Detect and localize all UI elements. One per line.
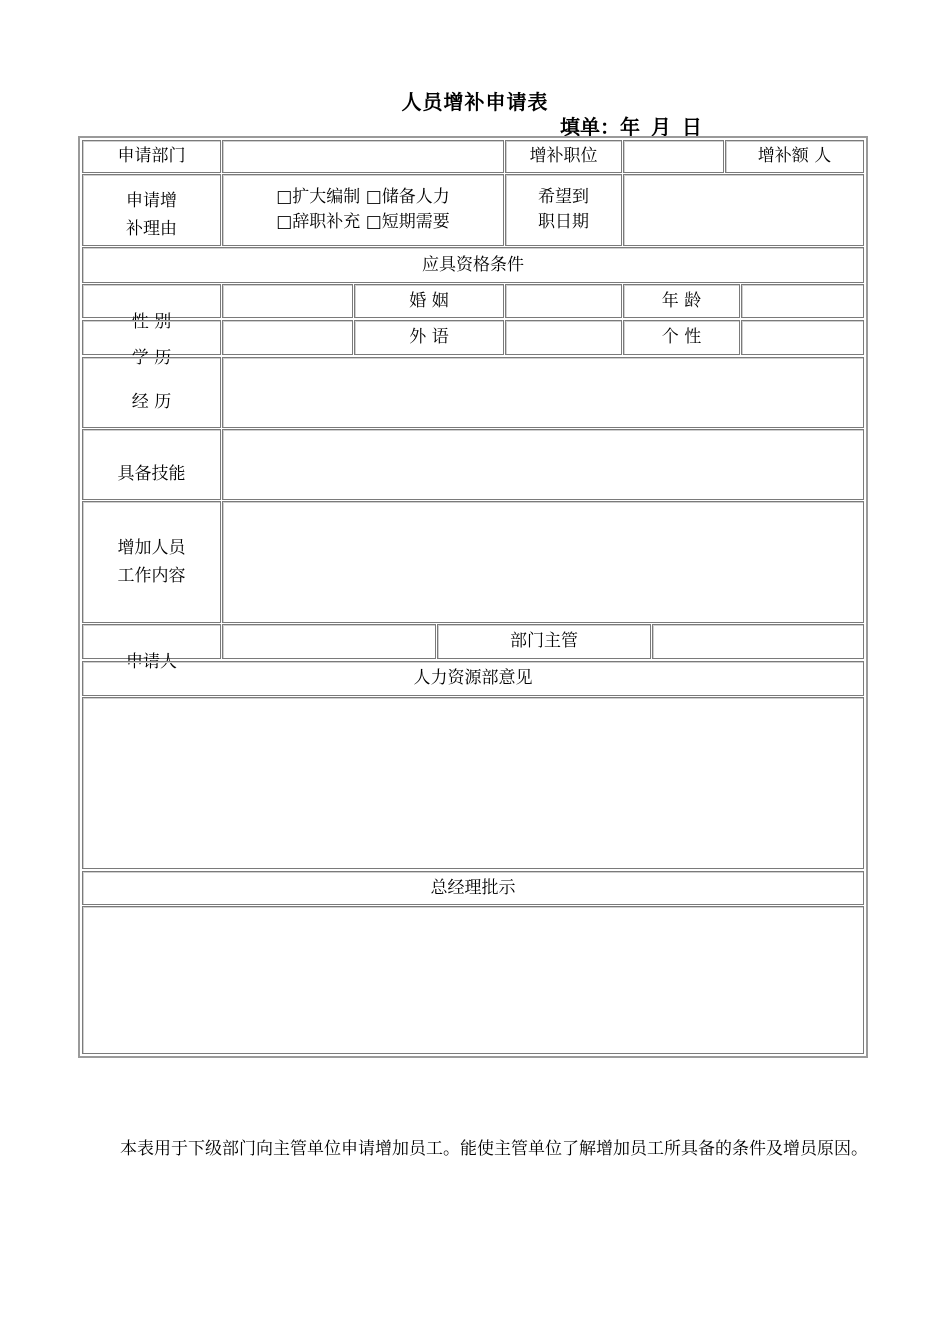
reason-label-text: 申请增补理由 — [126, 191, 177, 239]
language-label: 外 语 — [354, 320, 504, 355]
dept-head-field[interactable] — [652, 624, 864, 659]
duties-label — [82, 501, 221, 623]
expected-date-field[interactable] — [623, 174, 864, 246]
language-field[interactable] — [505, 320, 622, 355]
age-field[interactable] — [741, 284, 864, 318]
reason-options — [222, 174, 504, 246]
marriage-field[interactable] — [505, 284, 622, 318]
qualifications-heading: 应具资格条件 — [82, 247, 864, 283]
personality-field[interactable] — [741, 320, 864, 355]
expected-date-label — [505, 174, 622, 246]
personality-label: 个 性 — [623, 320, 740, 355]
skills-label: 具备技能 — [82, 429, 221, 500]
expected-date-label-text: 希望到职日期 — [538, 187, 589, 232]
experience-label: 经 历 — [82, 357, 221, 428]
education-field[interactable] — [222, 320, 353, 355]
quota-field[interactable]: 增补额 人 — [725, 140, 864, 173]
duties-label-text: 增加人员工作内容 — [117, 538, 186, 586]
applicant-label: 申请人 — [82, 624, 221, 659]
age-label: 年 龄 — [623, 284, 740, 318]
gm-approval-heading: 总经理批示 — [82, 871, 864, 905]
applicant-field[interactable] — [222, 624, 436, 659]
position-label: 增补职位 — [505, 140, 622, 173]
dept-label: 申请部门 — [82, 140, 221, 173]
fill-date-label: 填单：年 月 日 — [560, 115, 702, 139]
gm-approval-field[interactable] — [82, 906, 864, 1054]
dept-field[interactable] — [222, 140, 504, 173]
form-footnote: 本表用于下级部门向主管单位申请增加员工。能使主管单位了解增加员工所具备的条件及增员原因。 — [120, 1139, 868, 1159]
experience-field[interactable] — [222, 357, 864, 428]
position-field[interactable] — [623, 140, 724, 173]
gender-label: 性 别 — [82, 284, 221, 318]
marriage-label: 婚 姻 — [354, 284, 504, 318]
gender-field[interactable] — [222, 284, 353, 318]
reason-label — [82, 174, 221, 246]
hr-opinion-field[interactable] — [82, 697, 864, 869]
reason-options-line2[interactable]: □辞职补充 □短期需要 — [276, 212, 450, 232]
education-label: 学 历 — [82, 320, 221, 355]
hr-opinion-heading: 人力资源部意见 — [82, 661, 864, 696]
dept-head-label: 部门主管 — [437, 624, 651, 659]
reason-options-line1[interactable]: □扩大编制 □储备人力 — [276, 187, 450, 207]
duties-field[interactable] — [222, 501, 864, 623]
form-title: 人员增补申请表 — [401, 90, 549, 114]
skills-field[interactable] — [222, 429, 864, 500]
